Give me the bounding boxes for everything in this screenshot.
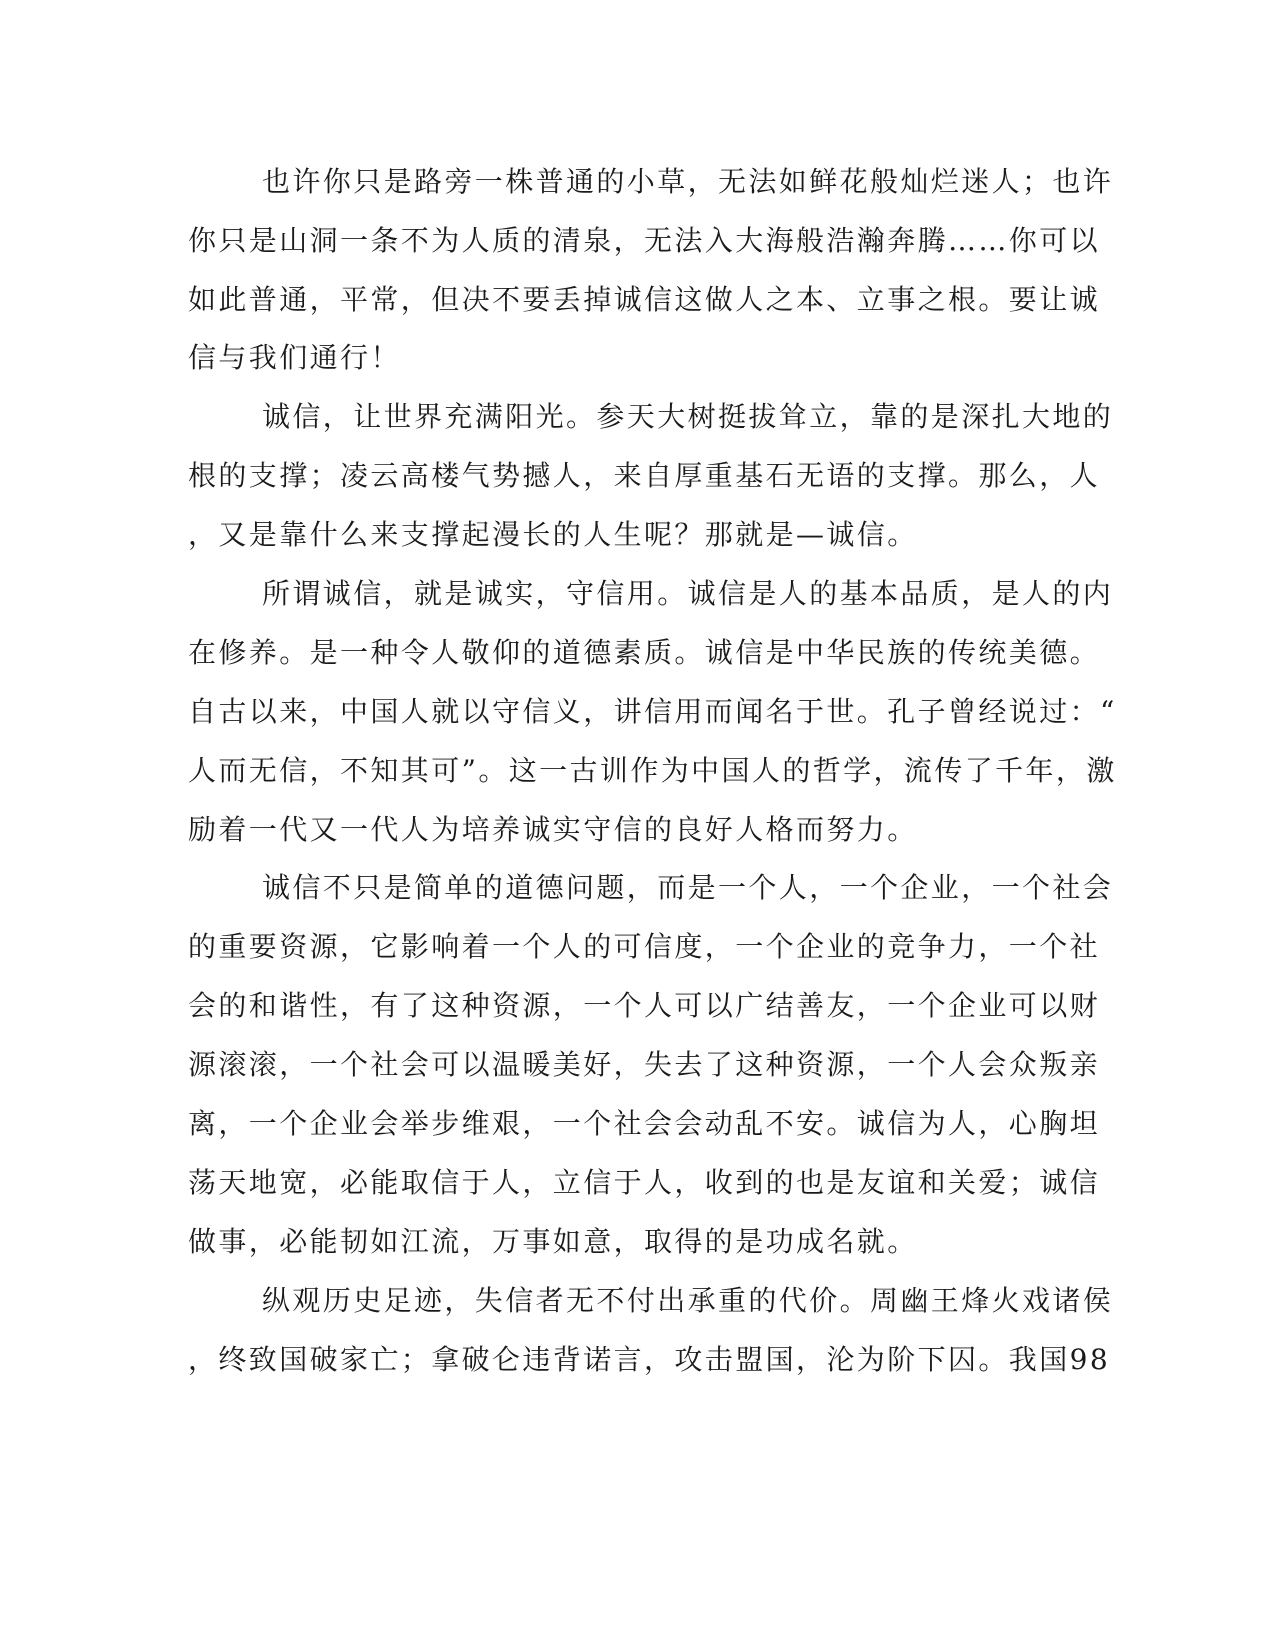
paragraph-2-line-1: 诚信，让世界充满阳光。参天大树挺拔耸立，靠的是深扎大地的 <box>262 400 1114 433</box>
paragraph-2-line-3: ，又是靠什么来支撑起漫长的人生呢？那就是—诚信。 <box>188 518 918 551</box>
paragraph-4-line-3: 会的和谐性，有了这种资源，一个人可以广结善友，一个企业可以财 <box>188 989 1101 1022</box>
paragraph-2-line-2: 根的支撑；凌云高楼气势撼人，来自厚重基石无语的支撑。那么，人 <box>188 459 1101 492</box>
paragraph-4-line-4: 源滚滚，一个社会可以温暖美好，失去了这种资源，一个人会众叛亲 <box>188 1048 1101 1081</box>
paragraph-4-line-1: 诚信不只是简单的道德问题，而是一个人，一个企业，一个社会 <box>262 871 1114 904</box>
paragraph-4-line-2: 的重要资源，它影响着一个人的可信度，一个企业的竞争力，一个社 <box>188 930 1101 963</box>
paragraph-1-line-3: 如此普通，平常，但决不要丢掉诚信这做人之本、立事之根。要让诚 <box>188 283 1101 316</box>
paragraph-4-line-5: 离，一个企业会举步维艰，一个社会会动乱不安。诚信为人，心胸坦 <box>188 1107 1101 1140</box>
paragraph-3-line-2: 在修养。是一种令人敬仰的道德素质。诚信是中华民族的传统美德。 <box>188 636 1101 669</box>
paragraph-3-line-5: 励着一代又一代人为培养诚实守信的良好人格而努力。 <box>188 813 918 846</box>
paragraph-5-line-1: 纵观历史足迹，失信者无不付出承重的代价。周幽王烽火戏诸侯 <box>262 1284 1114 1317</box>
paragraph-4-line-6: 荡天地宽，必能取信于人，立信于人，收到的也是友谊和关爱；诚信 <box>188 1166 1101 1199</box>
paragraph-3-line-3: 自古以来，中国人就以守信义，讲信用而闻名于世。孔子曾经说过：“ <box>188 695 1117 728</box>
paragraph-1-line-1: 也许你只是路旁一株普通的小草，无法如鲜花般灿烂迷人；也许 <box>262 165 1114 198</box>
paragraph-4-line-7: 做事，必能韧如江流，万事如意，取得的是功成名就。 <box>188 1225 918 1258</box>
paragraph-1-line-4: 信与我们通行！ <box>188 341 401 374</box>
paragraph-5-line-2: ，终致国破家亡；拿破仑违背诺言，攻击盟国，沦为阶下囚。我国98 <box>188 1343 1111 1376</box>
paragraph-3-line-1: 所谓诚信，就是诚实，守信用。诚信是人的基本品质，是人的内 <box>262 577 1114 610</box>
paragraph-1-line-2: 你只是山洞一条不为人质的清泉，无法入大海般浩瀚奔腾……你可以 <box>188 224 1101 257</box>
paragraph-3-line-4: 人而无信，不知其可”。这一古训作为中国人的哲学，流传了千年，激 <box>188 754 1117 787</box>
